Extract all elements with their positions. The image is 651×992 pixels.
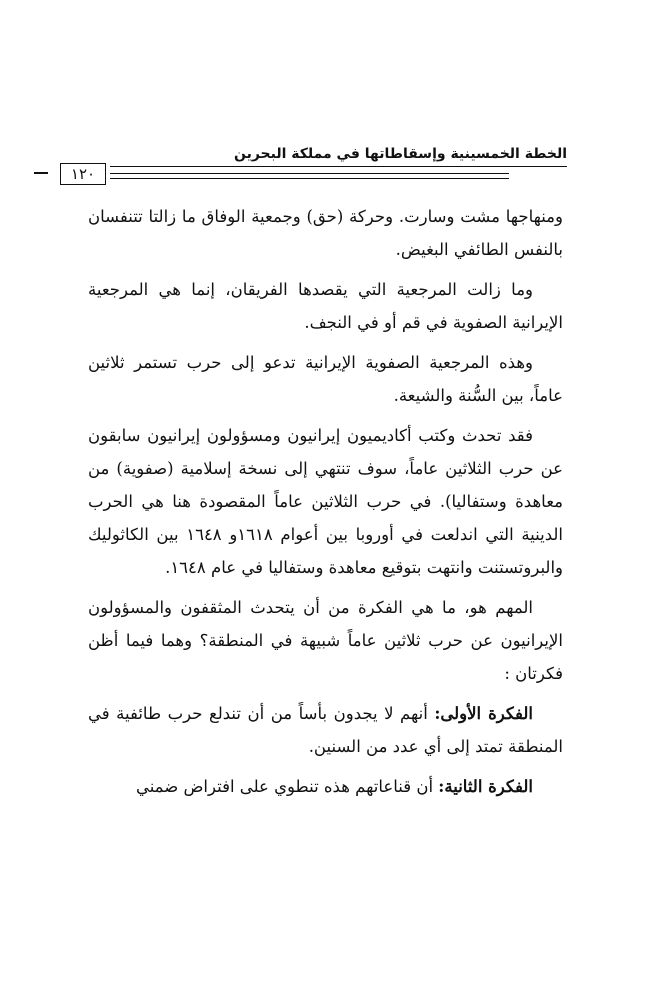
paragraph xyxy=(88,273,563,339)
paragraph-text: وهذه المرجعية الصفوية الإيرانية تدعو إلى حرب تستمر ثلاثين عاماً، بين السُّنة والشيعة. xyxy=(88,353,563,405)
paragraph xyxy=(88,770,563,803)
header-rule-middle xyxy=(110,173,509,174)
header-rule-bottom xyxy=(110,178,509,179)
running-title: الخطة الخمسينية وإسقاطاتها في مملكة البحرين xyxy=(233,146,567,162)
paragraph-text: وما زالت المرجعية التي يقصدها الفريقان، إنما هي المرجعية الإيرانية الصفوية في قم أو في النجف. xyxy=(88,280,563,332)
paragraph xyxy=(88,591,563,690)
paragraph-lead: الفكرة الثانية: xyxy=(438,777,533,796)
header-rule-top xyxy=(110,166,567,167)
page-header xyxy=(60,146,567,186)
paragraph xyxy=(88,346,563,412)
page-number: ١٢٠ xyxy=(60,163,106,185)
paragraph-text: أن قناعاتهم هذه تنطوي على افتراض ضمني xyxy=(135,777,439,796)
paragraph xyxy=(88,419,563,584)
paragraph xyxy=(88,200,563,266)
paragraph-text: أنهم لا يجدون بأساً من أن تندلع حرب طائفية في المنطقة تمتد إلى أي عدد من السنين. xyxy=(88,704,563,756)
page-number-dash xyxy=(34,172,48,174)
paragraph xyxy=(88,697,563,763)
paragraph-text: المهم هو، ما هي الفكرة من أن يتحدث المثقفون والمسؤولون الإيرانيون عن حرب ثلاثين عاماً شبيهة في المنطقة؟ وهما فيما أظن فكرتان : xyxy=(88,598,563,683)
paragraph-lead: الفكرة الأولى: xyxy=(434,704,533,723)
paragraph-text: ومنهاجها مشت وسارت. وحركة (حق) وجمعية الوفاق ما زالتا تتنفسان بالنفس الطائفي البغيض. xyxy=(88,207,563,259)
body-text xyxy=(88,200,563,810)
paragraph-text: فقد تحدث وكتب أكاديميون إيرانيون ومسؤولون إيرانيون سابقون عن حرب الثلاثين عاماً، سوف تنتهي إلى نسخة إسلامية (صفوية) من معاهدة وستفاليا). في حرب الثلاثين عاماً المقصودة هنا هي الحرب الدينية التي اندلعت في أوروبا بين أعوام ١٦١٨و ١٦٤٨ بين الكاثوليك والبروتستنت وانتهت بتوقيع معاهدة وستفاليا في عام ١٦٤٨. xyxy=(88,426,563,577)
